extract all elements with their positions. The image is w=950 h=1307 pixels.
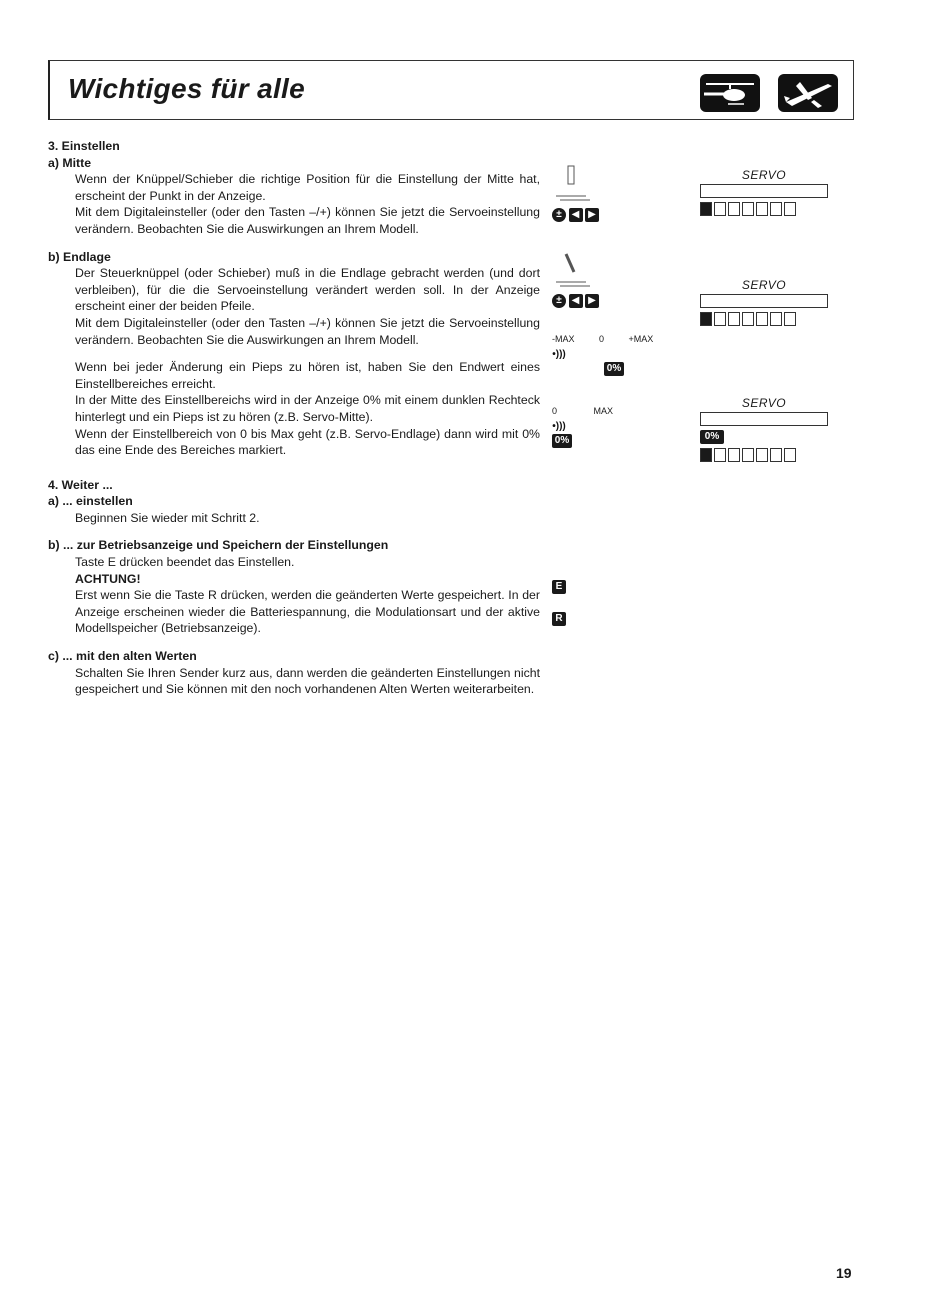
range-mid-label: 0: [599, 334, 605, 344]
segment-row: [700, 202, 828, 216]
beep-icon: •))): [552, 421, 566, 432]
left-arrow-key-icon: ◀: [569, 208, 583, 222]
section-3b-p3: Wenn bei jeder Änderung ein Pieps zu hören ist, haben Sie den Endwert eines Einstellbereiches erreicht.: [75, 360, 540, 391]
right-arrow-key-icon: ▶: [585, 208, 599, 222]
section-3b-p1: Der Steuerknüppel (oder Schieber) muß in die Endlage gebracht werden (und dort verbleiben), für die die Servoeinstellung verändert werden soll. In der Anzeige erscheint einer der beiden Pfeile.: [75, 266, 540, 314]
range-indicator-2: [552, 406, 682, 526]
plus-minus-knob-icon: ±: [552, 294, 566, 308]
zero-percent-badge: 0%: [604, 362, 624, 376]
page-title: Wichtiges für alle: [68, 73, 305, 104]
section-4c-heading: c) ... mit den alten Werten: [48, 649, 197, 664]
page-number: 19: [836, 1265, 852, 1281]
airplane-icon: [778, 74, 838, 112]
section-3b-p2: Mit dem Digitaleinsteller (oder den Tasten –/+) können Sie jetzt die Servoeinstellung verändern. Beobachten Sie die Auswirkungen an Ihrem Modell.: [75, 315, 540, 347]
range-max-label: +MAX: [628, 334, 654, 344]
right-arrow-key-icon: ▶: [585, 294, 599, 308]
servo-bar: [700, 184, 828, 198]
stick-endpoint-icon: [552, 248, 682, 294]
lcd-display-3: [700, 396, 828, 462]
header-box: [48, 60, 854, 120]
beep-icon: •))): [552, 349, 566, 360]
stick-center-icon: [552, 160, 682, 208]
range2-min-label: 0: [552, 406, 558, 416]
section-3b-heading: b) Endlage: [48, 249, 111, 264]
range-min-label: -MAX: [552, 334, 575, 344]
section-4a-heading: a) ... einstellen: [48, 494, 133, 509]
achtung-label: ACHTUNG!: [75, 571, 141, 586]
servo-bar: [700, 412, 828, 426]
segment-row: [700, 312, 828, 326]
segment-row: [700, 448, 828, 462]
left-arrow-key-icon: ◀: [569, 294, 583, 308]
section-3a-p1: Wenn der Knüppel/Schieber die richtige Position für die Einstellung der Mitte hat, erscheint der Punkt in der Anzeige.: [75, 172, 540, 203]
servo-label: SERVO: [741, 168, 787, 182]
section-4c-p1: Schalten Sie Ihren Sender kurz aus, dann werden die geänderten Einstellungen nicht gespeichert und Sie können mit den noch vorhandenen Alten Werten weiterarbeiten.: [75, 665, 540, 697]
plus-minus-knob-icon: ±: [552, 208, 566, 222]
section-3a-heading: a) Mitte: [48, 155, 92, 170]
section-4b-p2: Erst wenn Sie die Taste R drücken, werden die geänderten Werte gespeichert. In der Anzeige erscheinen wieder die Batteriespannung, die Modulationsart und der aktive Modellspeicher (Betriebsanzeige).: [75, 588, 540, 636]
key-r: R: [552, 612, 566, 626]
digital-adjuster-row-1: [552, 208, 682, 248]
digital-adjuster-row-2: [552, 294, 682, 334]
section-3a-p2: Mit dem Digitaleinsteller (oder den Tasten –/+) können Sie jetzt die Servoeinstellung verändern. Beobachten Sie die Auswirkungen an Ihrem Modell.: [75, 205, 540, 236]
key-e: E: [552, 580, 566, 594]
range2-max-label: MAX: [593, 406, 614, 416]
control-illustrations: [552, 160, 682, 624]
section-4b-p1: Taste E drücken beendet das Einstellen.: [75, 555, 295, 570]
lcd-display-1: [700, 168, 828, 216]
range-indicator-1: [552, 334, 682, 406]
lcd-display-2: [700, 278, 828, 326]
section-3b-p4: In der Mitte des Einstellbereichs wird in der Anzeige 0% mit einem dunklen Rechteck hinterlegt und ein Pieps ist zu hören (z.B. Servo-Mitte).: [75, 393, 540, 424]
section-3-heading: 3. Einstellen: [48, 139, 120, 153]
servo-label: SERVO: [741, 396, 787, 410]
servo-bar: [700, 294, 828, 308]
section-4a-p1: Beginnen Sie wieder mit Schritt 2.: [75, 510, 260, 525]
section-3b-p5: Wenn der Einstellbereich von 0 bis Max geht (z.B. Servo-Endlage) dann wird mit 0% das eine Ende des Bereiches markiert.: [75, 426, 540, 458]
zero-percent-badge: 0%: [700, 430, 724, 444]
section-4-heading: 4. Weiter ...: [48, 477, 113, 492]
section-4b-heading: b) ... zur Betriebsanzeige und Speichern der Einstellungen: [48, 538, 389, 553]
main-text: [48, 138, 540, 698]
zero-percent-badge: 0%: [552, 434, 572, 448]
helicopter-icon: [700, 74, 760, 112]
servo-label: SERVO: [741, 278, 787, 292]
